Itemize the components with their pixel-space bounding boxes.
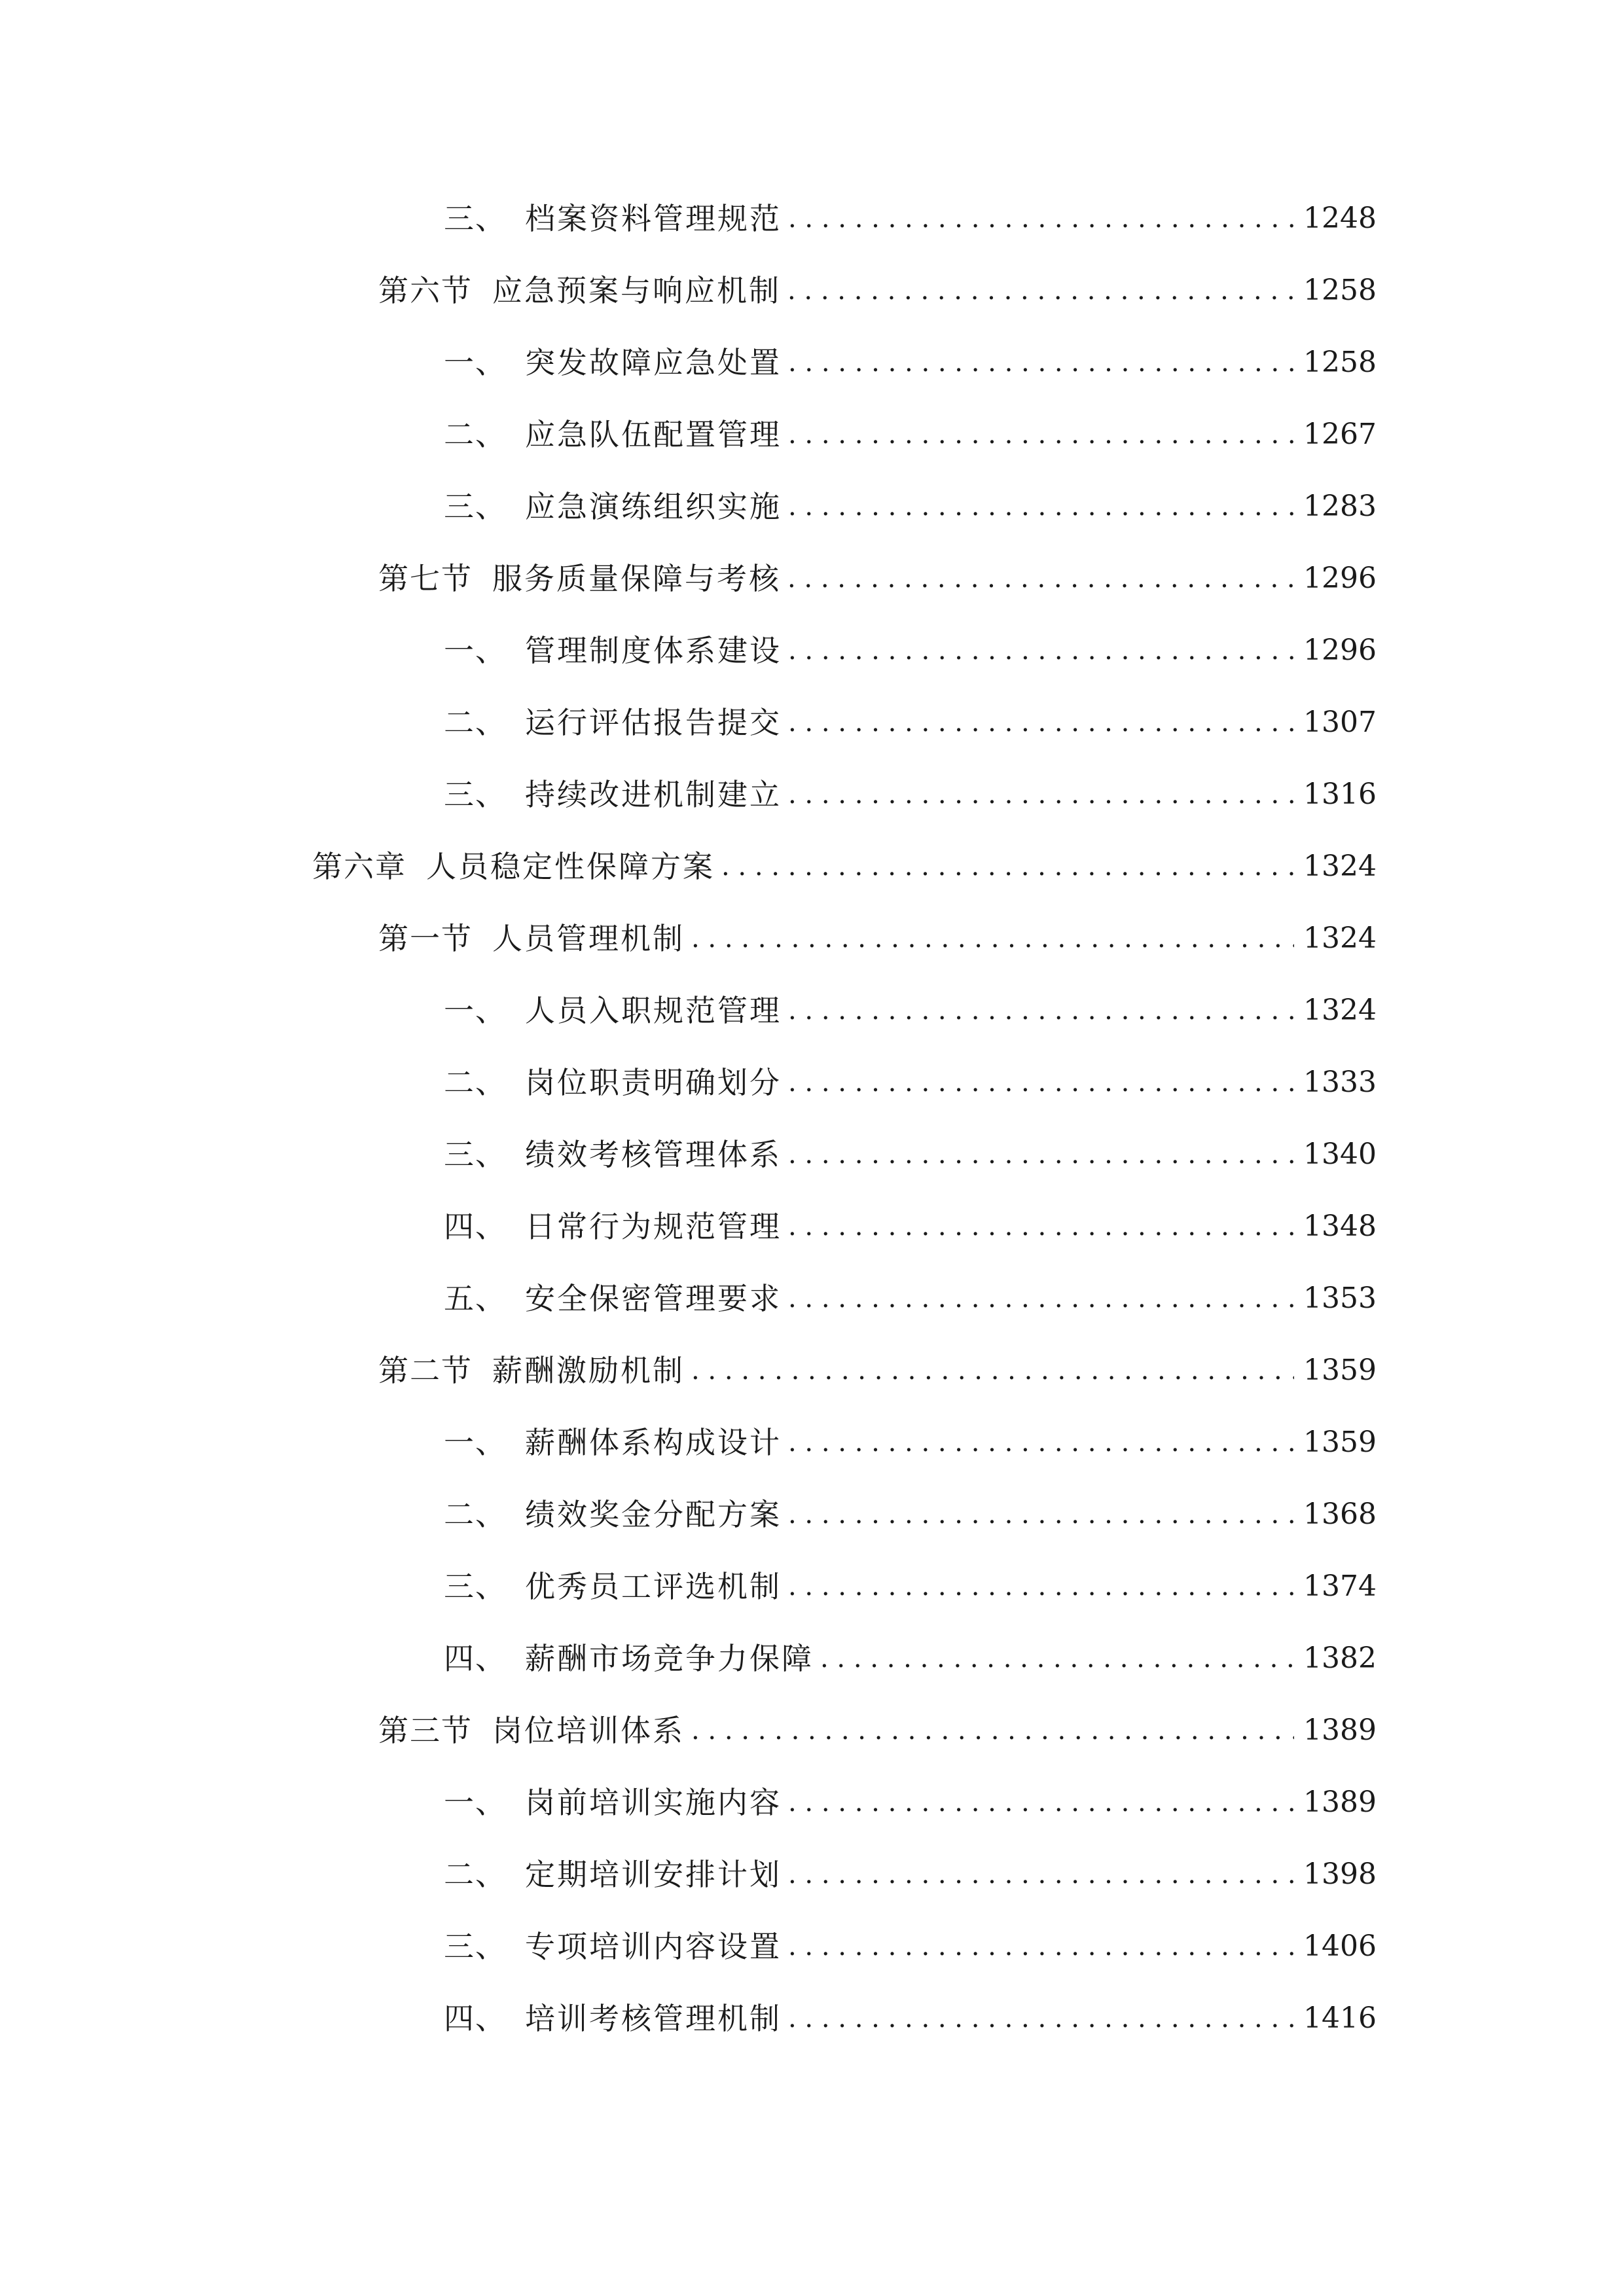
toc-entry-page: 1296 <box>1303 562 1377 595</box>
toc-entry[interactable] <box>444 336 1377 389</box>
toc-leader-dots <box>788 480 1294 533</box>
toc-entry[interactable] <box>444 1632 1377 1685</box>
toc-entry-number: 三、 <box>444 777 507 812</box>
toc-leader-dots <box>788 192 1294 245</box>
toc-entry-number: 第二节 <box>378 1353 473 1388</box>
toc-entry[interactable] <box>444 1776 1377 1829</box>
toc-entry-title: 培训考核管理机制 <box>525 2001 782 2036</box>
toc-entry-page: 1374 <box>1303 1570 1377 1603</box>
toc-leader-dots <box>788 1056 1294 1109</box>
toc-entry-number: 三、 <box>444 1569 507 1604</box>
toc-entry[interactable] <box>444 192 1377 245</box>
toc-entry-page: 1416 <box>1303 2001 1377 2035</box>
toc-entry-page: 1267 <box>1303 418 1377 451</box>
toc-entry-page: 1324 <box>1303 994 1377 1027</box>
toc-entry[interactable] <box>312 840 1377 893</box>
toc-entry[interactable] <box>444 1992 1377 2045</box>
toc-entry-number: 四、 <box>444 1641 507 1676</box>
toc-entry-page: 1324 <box>1303 850 1377 883</box>
toc-entry[interactable] <box>444 1488 1377 1541</box>
toc-entry-title: 应急演练组织实施 <box>525 489 782 524</box>
toc-leader-dots <box>788 1560 1294 1613</box>
toc-entry-page: 1348 <box>1303 1210 1377 1243</box>
toc-entry-title: 应急预案与响应机制 <box>492 273 781 308</box>
toc-entry-number: 三、 <box>444 201 507 236</box>
toc-entry[interactable] <box>444 768 1377 821</box>
toc-entry-title: 应急队伍配置管理 <box>525 417 782 452</box>
toc-entry-page: 1258 <box>1303 346 1377 379</box>
toc-entry-number: 第一节 <box>378 921 473 956</box>
toc-leader-dots <box>691 912 1294 965</box>
toc-entry-number: 四、 <box>444 1209 507 1244</box>
toc-entry[interactable] <box>444 624 1377 677</box>
toc-entry-page: 1283 <box>1303 490 1377 523</box>
toc-entry-title: 服务质量保障与考核 <box>492 561 781 596</box>
toc-entry-number: 三、 <box>444 1929 507 1964</box>
toc-entry-number: 第七节 <box>378 561 473 596</box>
toc-entry-title: 人员入职规范管理 <box>525 993 782 1028</box>
toc-leader-dots <box>787 264 1294 317</box>
toc-entry-number: 一、 <box>444 1785 507 1820</box>
toc-leader-dots <box>788 1200 1294 1253</box>
toc-entry-page: 1324 <box>1303 922 1377 955</box>
toc-entry-page: 1307 <box>1303 706 1377 739</box>
toc-leader-dots <box>788 1848 1294 1901</box>
toc-entry-number: 第三节 <box>378 1713 473 1748</box>
toc-entry-title: 日常行为规范管理 <box>525 1209 782 1244</box>
toc-entry-title: 岗前培训实施内容 <box>525 1785 782 1820</box>
toc-leader-dots <box>788 336 1294 389</box>
toc-entry-page: 1340 <box>1303 1138 1377 1171</box>
toc-leader-dots <box>787 552 1294 605</box>
toc-leader-dots <box>721 840 1294 893</box>
toc-leader-dots <box>788 696 1294 749</box>
toc-entry-number: 一、 <box>444 633 507 668</box>
toc-entry-page: 1353 <box>1303 1282 1377 1315</box>
toc-entry-page: 1382 <box>1303 1641 1377 1675</box>
toc-entry-title: 薪酬体系构成设计 <box>525 1425 782 1460</box>
toc-entry-page: 1359 <box>1303 1426 1377 1459</box>
toc-entry-number: 一、 <box>444 1425 507 1460</box>
toc-entry-title: 持续改进机制建立 <box>525 777 782 812</box>
toc-entry-number: 一、 <box>444 993 507 1028</box>
toc-leader-dots <box>788 1416 1294 1469</box>
toc-entry-page: 1359 <box>1303 1354 1377 1387</box>
toc-entry[interactable] <box>378 264 1377 317</box>
toc-entry-page: 1316 <box>1303 778 1377 811</box>
toc-entry-number: 第六节 <box>378 273 473 308</box>
toc-entry-number: 一、 <box>444 345 507 380</box>
toc-entry[interactable] <box>444 480 1377 533</box>
toc-entry-title: 安全保密管理要求 <box>525 1281 782 1316</box>
toc-entry-title: 专项培训内容设置 <box>525 1929 782 1964</box>
toc-entry-page: 1389 <box>1303 1785 1377 1819</box>
toc-entry[interactable] <box>444 1416 1377 1469</box>
toc-entry-number: 四、 <box>444 2001 507 2036</box>
toc-entry-page: 1368 <box>1303 1498 1377 1531</box>
toc-entry[interactable] <box>378 1704 1377 1757</box>
toc-entry[interactable] <box>444 408 1377 461</box>
toc-leader-dots <box>788 624 1294 677</box>
toc-entry-title: 档案资料管理规范 <box>525 201 782 236</box>
toc-entry-title: 岗位培训体系 <box>492 1713 685 1748</box>
toc-entry-number: 五、 <box>444 1281 507 1316</box>
toc-entry-title: 突发故障应急处置 <box>525 345 782 380</box>
toc-entry-number: 三、 <box>444 489 507 524</box>
toc-entry-page: 1296 <box>1303 634 1377 667</box>
toc-entry-title: 薪酬市场竞争力保障 <box>525 1641 814 1676</box>
toc-entry[interactable] <box>444 1128 1377 1181</box>
toc-entry[interactable] <box>444 1272 1377 1325</box>
toc-entry-title: 优秀员工评选机制 <box>525 1569 782 1604</box>
toc-entry[interactable] <box>378 552 1377 605</box>
toc-entry-number: 二、 <box>444 417 507 452</box>
toc-entry[interactable] <box>444 1560 1377 1613</box>
toc-entry[interactable] <box>378 912 1377 965</box>
toc-entry[interactable] <box>444 984 1377 1037</box>
toc-entry-title: 绩效考核管理体系 <box>525 1137 782 1172</box>
toc-entry-title: 人员稳定性保障方案 <box>426 849 715 884</box>
toc-leader-dots <box>788 1128 1294 1181</box>
toc-entry-number: 二、 <box>444 1497 507 1532</box>
toc-entry-page: 1389 <box>1303 1713 1377 1747</box>
toc-entry-title: 运行评估报告提交 <box>525 705 782 740</box>
toc-leader-dots <box>788 768 1294 821</box>
toc-entry-number: 二、 <box>444 1065 507 1100</box>
toc-entry-page: 1333 <box>1303 1066 1377 1099</box>
toc-entry-title: 管理制度体系建设 <box>525 633 782 668</box>
toc-entry-number: 第六章 <box>312 849 406 884</box>
toc-leader-dots <box>691 1704 1294 1757</box>
toc-entry-title: 绩效奖金分配方案 <box>525 1497 782 1532</box>
toc-entry[interactable] <box>444 696 1377 749</box>
toc-entry-title: 人员管理机制 <box>492 921 685 956</box>
toc-leader-dots <box>788 1920 1294 1973</box>
toc-entry-title: 定期培训安排计划 <box>525 1857 782 1892</box>
toc-entry-number: 三、 <box>444 1137 507 1172</box>
toc-entry-title: 薪酬激励机制 <box>492 1353 685 1388</box>
toc-leader-dots <box>820 1632 1294 1685</box>
toc-entry-number: 二、 <box>444 705 507 740</box>
toc-entry-title: 岗位职责明确划分 <box>525 1065 782 1100</box>
toc-leader-dots <box>788 984 1294 1037</box>
toc-entry[interactable] <box>444 1056 1377 1109</box>
toc-entry[interactable] <box>378 1344 1377 1397</box>
toc-leader-dots <box>788 408 1294 461</box>
toc-leader-dots <box>788 1272 1294 1325</box>
toc-leader-dots <box>788 1776 1294 1829</box>
toc-entry[interactable] <box>444 1200 1377 1253</box>
toc-entry[interactable] <box>444 1848 1377 1901</box>
toc-leader-dots <box>788 1488 1294 1541</box>
toc-entry-page: 1406 <box>1303 1929 1377 1963</box>
toc-entry-page: 1258 <box>1303 274 1377 307</box>
toc-entry-number: 二、 <box>444 1857 507 1892</box>
toc-entry-page: 1248 <box>1303 202 1377 235</box>
toc-leader-dots <box>691 1344 1294 1397</box>
toc-leader-dots <box>788 1992 1294 2045</box>
toc-entry[interactable] <box>444 1920 1377 1973</box>
toc-entry-page: 1398 <box>1303 1857 1377 1891</box>
